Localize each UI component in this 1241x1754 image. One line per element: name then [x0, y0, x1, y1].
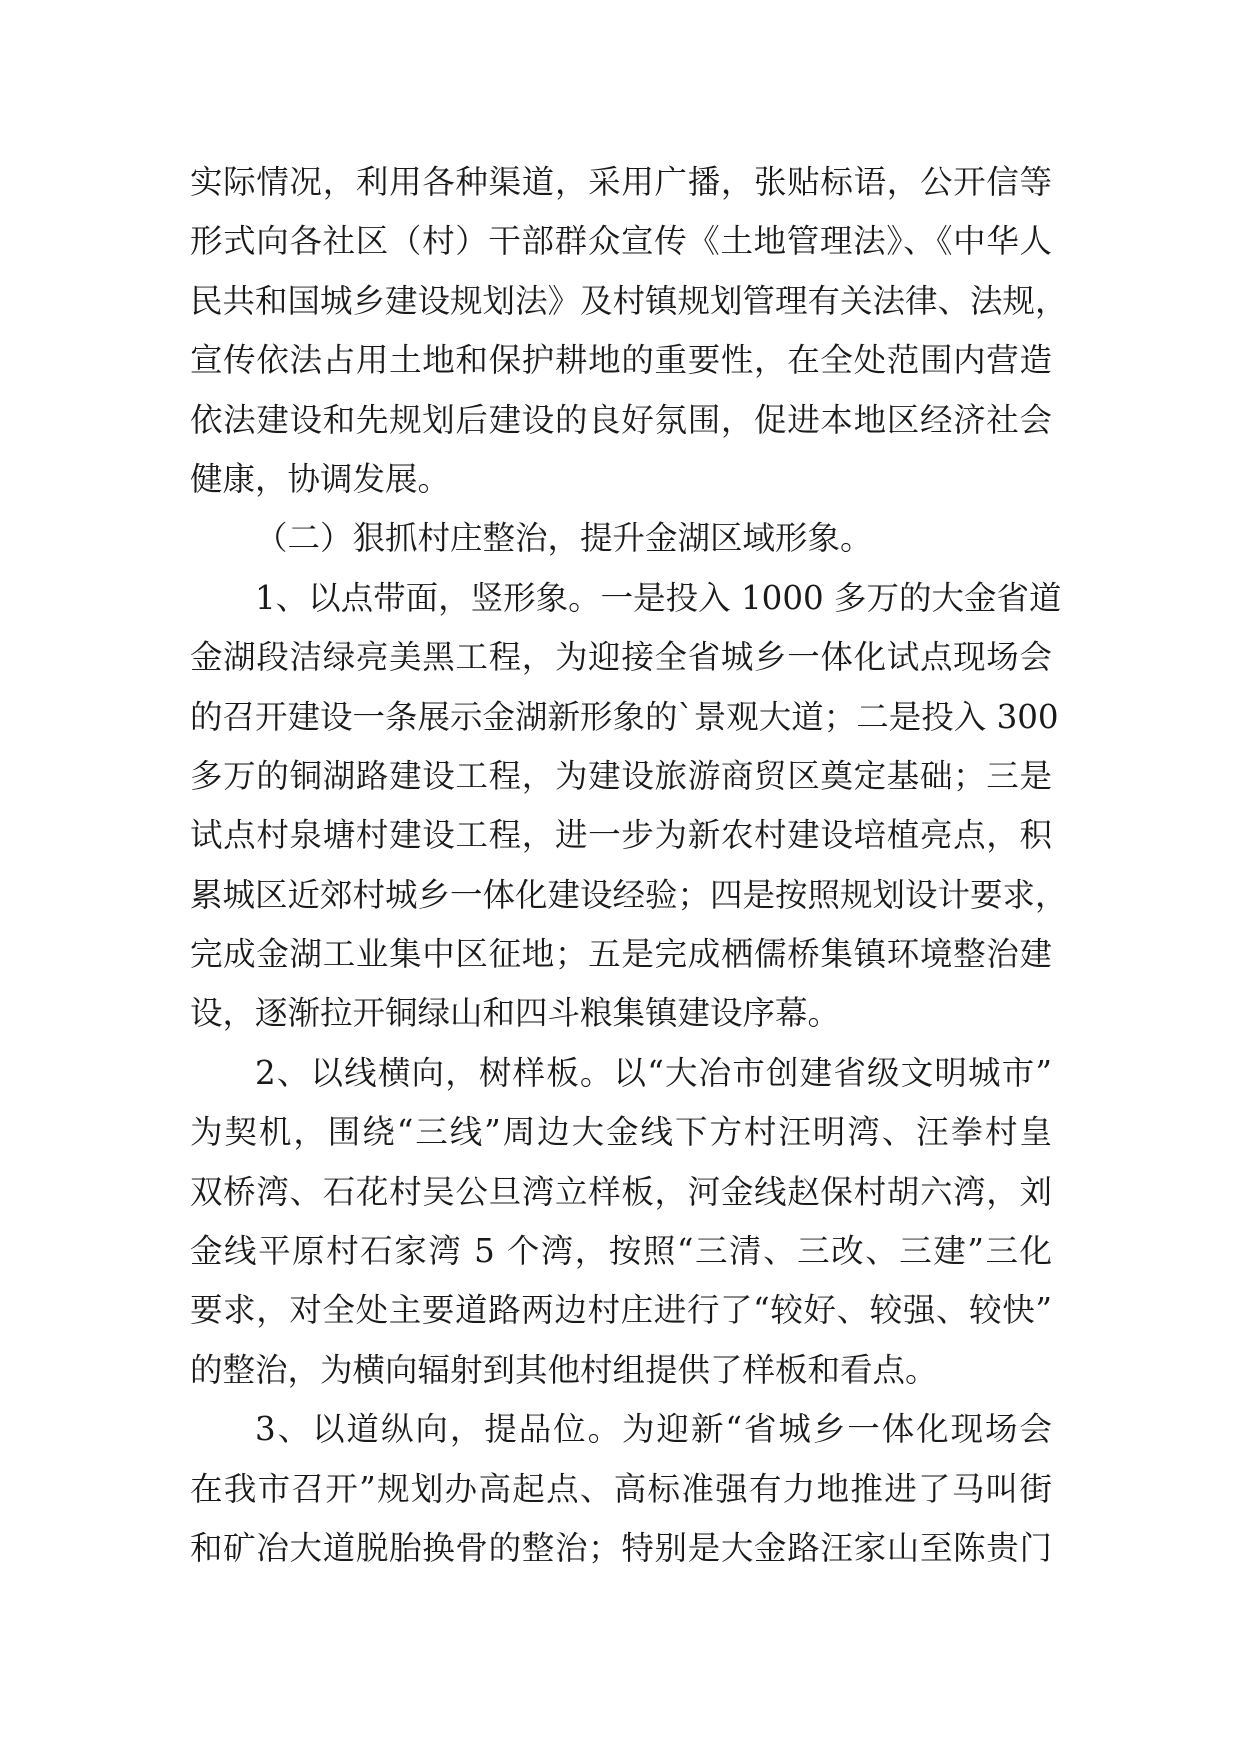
text-line: 1、以点带面，竖形象。一是投入 1000 多万的大金省道 [255, 578, 1062, 617]
text-line: 宣传依法占用土地和保护耕地的重要性，在全处范围内营造 [190, 341, 1052, 380]
text-line: 双桥湾、石花村吴公旦湾立样板，河金线赵保村胡六湾，刘 [190, 1172, 1052, 1211]
text-line: 设，逐渐拉开铜绿山和四斗粮集镇建设序幕。 [190, 994, 841, 1033]
text-line: 金线平原村石家湾 5 个湾，按照“三清、三改、三建”三化 [190, 1232, 1052, 1271]
text-line: 健康，协调发展。 [190, 459, 451, 498]
text-line: 的召开建设一条展示金湖新形象的`景观大道；二是投入 300 [190, 697, 1059, 736]
text-line: 金湖段洁绿亮美黑工程，为迎接全省城乡一体化试点现场会 [190, 638, 1052, 677]
text-line: 要求，对全处主要道路两边村庄进行了“较好、较强、较快” [190, 1291, 1052, 1330]
text-line: 累城区近郊村城乡一体化建设经验；四是按照规划设计要求， [190, 875, 1068, 914]
text-line: 和矿冶大道脱胎换骨的整治；特别是大金路汪家山至陈贵门 [190, 1528, 1052, 1567]
text-line: 在我市召开”规划办高起点、高标准强有力地推进了马叫街 [190, 1469, 1052, 1508]
text-line: 试点村泉塘村建设工程，进一步为新农村建设培植亮点，积 [190, 816, 1052, 855]
text-line: 为契机，围绕“三线”周边大金线下方村汪明湾、汪拳村皇 [190, 1113, 1052, 1152]
text-line: 实际情况，利用各种渠道，采用广播，张贴标语，公开信等 [190, 163, 1052, 201]
text-line: 依法建设和先规划后建设的良好氛围，促进本地区经济社会 [190, 400, 1052, 439]
text-line: 的整治，为横向辐射到其他村组提供了样板和看点。 [190, 1350, 938, 1389]
text-line: 完成金湖工业集中区征地；五是完成栖儒桥集镇环境整治建 [190, 935, 1052, 974]
text-line: 2、以线横向，树样板。以“大冶市创建省级文明城市” [255, 1053, 1052, 1092]
text-line: 形式向各社区（村）干部群众宣传《土地管理法》、《中华人 [190, 222, 1052, 261]
document-body [190, 153, 1068, 1578]
text-line: 多万的铜湖路建设工程，为建设旅游商贸区奠定基础；三是 [190, 756, 1052, 795]
text-line: 民共和国城乡建设规划法》及村镇规划管理有关法律、法规， [190, 281, 1068, 320]
section-heading: （二）狠抓村庄整治，提升金湖区域形象。 [255, 519, 873, 558]
text-line: 3、以道纵向，提品位。为迎新“省城乡一体化现场会 [255, 1410, 1052, 1449]
